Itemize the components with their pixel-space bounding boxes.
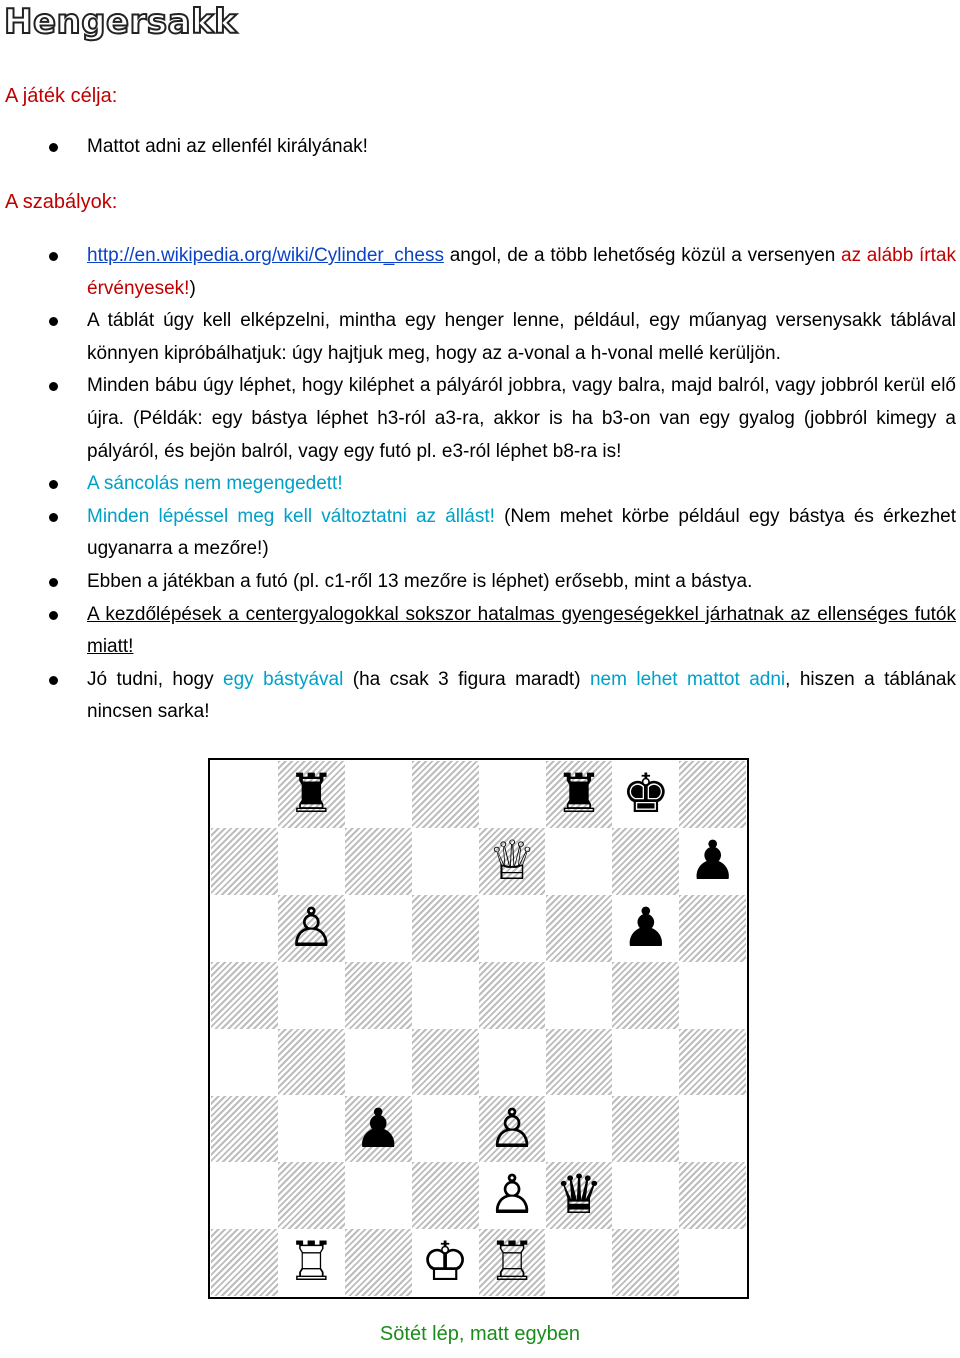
board-square-c4[interactable] [345, 1029, 412, 1096]
board-square-b2[interactable] [278, 1162, 345, 1229]
bullet-icon [49, 676, 58, 685]
board-square-e4[interactable] [479, 1029, 546, 1096]
white-pawn-icon[interactable]: ♙ [487, 1163, 537, 1227]
black-pawn-icon[interactable]: ♟ [354, 1096, 403, 1160]
board-square-g2[interactable] [612, 1162, 679, 1229]
white-king-icon[interactable]: ♔ [420, 1230, 470, 1294]
white-rook-icon[interactable]: ♖ [287, 1230, 336, 1294]
board-square-f3[interactable] [546, 1096, 613, 1163]
board-square-b4[interactable] [278, 1029, 345, 1096]
wikipedia-link[interactable]: http://en.wikipedia.org/wiki/Cylinder_chess [87, 245, 444, 266]
bullet-icon [49, 317, 58, 326]
board-square-c7[interactable] [345, 828, 412, 895]
black-pawn-icon[interactable]: ♟ [621, 895, 671, 959]
board-square-h6[interactable] [679, 895, 746, 962]
board-square-c8[interactable] [345, 761, 412, 828]
board-square-a6[interactable] [211, 895, 278, 962]
black-queen-icon[interactable]: ♛ [554, 1163, 604, 1227]
board-square-b7[interactable] [278, 828, 345, 895]
white-queen-icon[interactable]: ♕ [487, 828, 537, 892]
white-pawn-icon[interactable]: ♙ [487, 1096, 537, 1160]
board-square-d8[interactable] [412, 761, 479, 828]
board-square-h2[interactable] [679, 1162, 746, 1229]
board-square-f4[interactable] [546, 1029, 613, 1096]
board-square-d7[interactable] [412, 828, 479, 895]
board-square-e5[interactable] [479, 962, 546, 1029]
board-square-e8[interactable] [479, 761, 546, 828]
rules-heading: A szabályok: [5, 191, 118, 213]
board-square-b5[interactable] [278, 962, 345, 1029]
board-square-b3[interactable] [278, 1096, 345, 1163]
board-square-a7[interactable] [211, 828, 278, 895]
board-square-f5[interactable] [546, 962, 613, 1029]
bullet-icon [49, 382, 58, 391]
board-square-h1[interactable] [679, 1229, 746, 1296]
list-item: Ebben a játékban a futó (pl. c1-ről 13 mezőre is léphet) erősebb, mint a bástya. [0, 566, 960, 599]
board-square-h5[interactable] [679, 962, 746, 1029]
bullet-icon [49, 252, 58, 261]
board-square-c1[interactable] [345, 1229, 412, 1296]
board-square-a8[interactable] [211, 761, 278, 828]
board-square-h3[interactable] [679, 1096, 746, 1163]
rules-list [0, 240, 960, 729]
board-square-a1[interactable] [211, 1229, 278, 1296]
valid-rules-note: az alább írtak érvényesek! [87, 245, 956, 299]
list-item: Minden lépéssel meg kell változtatni az állást! (Nem mehet körbe például egy bástya és érkezhet ugyanarra a mezőre!) [0, 501, 960, 566]
board-square-f7[interactable] [546, 828, 613, 895]
board-square-f6[interactable] [546, 895, 613, 962]
board-square-g4[interactable] [612, 1029, 679, 1096]
chess-board [211, 761, 746, 1296]
bullet-icon [49, 578, 58, 587]
white-pawn-icon[interactable]: ♙ [287, 895, 336, 959]
board-square-c5[interactable] [345, 962, 412, 1029]
bullet-icon [49, 513, 58, 522]
black-rook-icon[interactable]: ♜ [554, 762, 604, 825]
board-square-d6[interactable] [412, 895, 479, 962]
diagram-caption: Sötét lép, matt egyben [379, 1323, 581, 1345]
bullet-icon [49, 611, 58, 620]
list-item: A táblát úgy kell elképzelni, mintha egy henger lenne, például, egy műanyag versenysakk táblával könnyen kipróbálhatjuk: úgy hajtjuk meg, hogy az a-vonal a h-vonal mellé kerüljön. [0, 305, 960, 370]
list-item: Jó tudni, hogy egy bástyával (ha csak 3 figura maradt) nem lehet mattot adni, hiszen a táblának nincsen sarka! [0, 664, 960, 729]
board-square-e6[interactable] [479, 895, 546, 962]
board-square-d3[interactable] [412, 1096, 479, 1163]
black-pawn-icon[interactable]: ♟ [688, 828, 737, 892]
goal-heading: A játék célja: [5, 85, 118, 107]
board-square-c6[interactable] [345, 895, 412, 962]
board-square-g7[interactable] [612, 828, 679, 895]
board-square-d5[interactable] [412, 962, 479, 1029]
board-square-a4[interactable] [211, 1029, 278, 1096]
board-square-h8[interactable] [679, 761, 746, 828]
board-square-d2[interactable] [412, 1162, 479, 1229]
board-square-d4[interactable] [412, 1029, 479, 1096]
board-square-g1[interactable] [612, 1229, 679, 1296]
chess-diagram [208, 758, 749, 1299]
page-title: Hengersakk [4, 2, 238, 42]
list-item: Mattot adni az ellenfél királyának! [0, 131, 960, 164]
list-item: http://en.wikipedia.org/wiki/Cylinder_chess angol, de a több lehetőség közül a versenyen az alább írtak érvényesek!) [0, 240, 960, 305]
board-square-g3[interactable] [612, 1096, 679, 1163]
list-item: A sáncolás nem megengedett! [0, 468, 960, 501]
black-rook-icon[interactable]: ♜ [287, 762, 336, 825]
board-square-h4[interactable] [679, 1029, 746, 1096]
board-square-g5[interactable] [612, 962, 679, 1029]
list-item: A kezdőlépések a centergyalogokkal sokszor hatalmas gyengeségekkel járhatnak az ellenséges futók miatt! [0, 599, 960, 664]
goal-list [0, 131, 960, 164]
board-square-f1[interactable] [546, 1229, 613, 1296]
bullet-icon [49, 480, 58, 489]
board-square-c2[interactable] [345, 1162, 412, 1229]
bullet-icon [49, 143, 58, 152]
board-square-a3[interactable] [211, 1096, 278, 1163]
board-square-a2[interactable] [211, 1162, 278, 1229]
list-item: Minden bábu úgy léphet, hogy kiléphet a pályáról jobbra, vagy balra, majd balról, vagy jobbról kerül elő újra. (Példák: egy bástya léphet h3-ról a3-ra, akkor is ha b3-on van egy gyalog (jobbról kimegy a pályáról, és bejön balról, vagy egy futó pl. e3-ról léphet b8-ra is! [0, 370, 960, 468]
black-king-icon[interactable]: ♚ [621, 762, 671, 825]
white-rook-icon[interactable]: ♖ [487, 1230, 537, 1294]
board-square-a5[interactable] [211, 962, 278, 1029]
